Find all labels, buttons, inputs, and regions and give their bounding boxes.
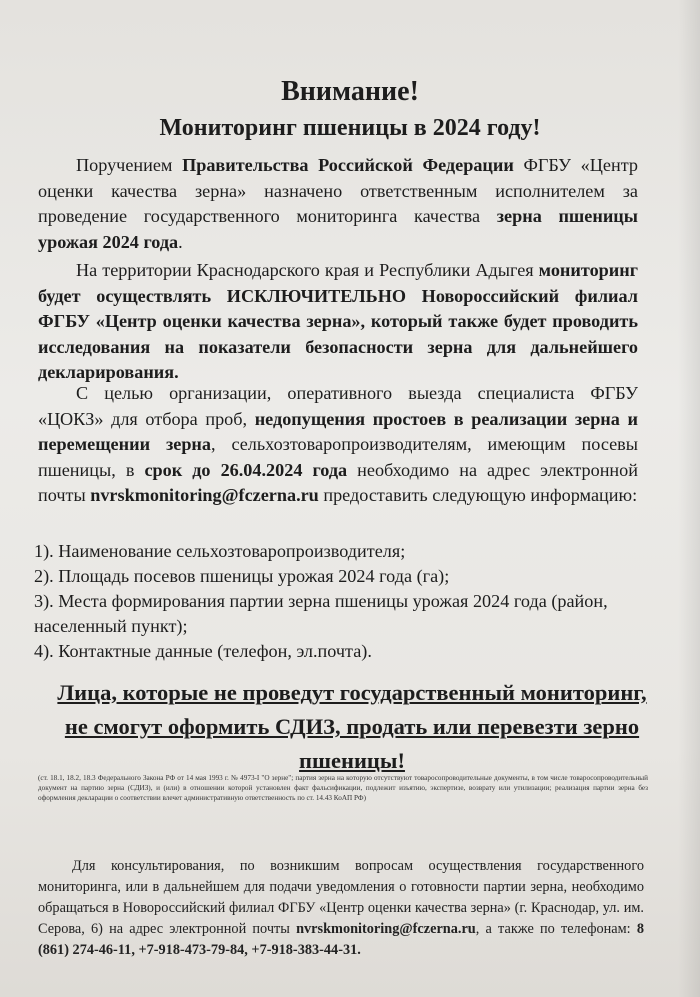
text: необходимо на адрес электронной почты bbox=[38, 459, 638, 505]
text-bold: мониторинг будет осуществлять ИСКЛЮЧИТЕЛЬНО Новороссийский филиал ФГБУ «Центр оценки качества зерна», который также будет проводить исследования на показатели безопасности зерна для дальнейшего декларирования. bbox=[38, 260, 638, 382]
text: Поручением bbox=[76, 155, 183, 175]
text: На территории Краснодарского края и Республики Адыгея bbox=[76, 260, 539, 280]
email-link[interactable]: nvrskmonitoring@fczerna.ru bbox=[296, 921, 476, 937]
list-item: 1). Наименование сельхозтоваропроизводителя; bbox=[34, 541, 406, 561]
required-info-list bbox=[34, 539, 644, 664]
text: Для консультирования, по возникшим вопросам осуществления государственного мониторинга, или в дальнейшем для подачи уведомления о готовности партии зерна, необходимо обращаться в Новороссийский филиал ФГБУ «Центр оценки качества зерна» (г. Краснодар, ул. им. Серова, 6) на адрес электронной почты bbox=[38, 858, 644, 937]
text: , сельхозтоваропроизводителям, имеющим посевы пшеницы, в bbox=[38, 434, 638, 480]
page-subtitle: Мониторинг пшеницы в 2024 году! bbox=[159, 115, 541, 141]
phone-numbers[interactable]: 8 (861) 274-46-11, +7-918-473-79-84, +7-918-383-44-31. bbox=[38, 921, 644, 958]
text: С целью организации, оперативного выезда специалиста ФГБУ «ЦОКЗ» для отбора проб, bbox=[38, 383, 638, 429]
list-item: 3). Места формирования партии зерна пшеницы урожая 2024 года (район, населенный пункт); bbox=[34, 591, 608, 636]
contact-info bbox=[38, 856, 644, 961]
paragraph-territory bbox=[38, 258, 638, 386]
email-link[interactable]: nvrskmonitoring@fczerna.ru bbox=[90, 485, 319, 505]
paragraph-request bbox=[38, 381, 638, 509]
paragraph-assignment bbox=[38, 153, 638, 255]
page-title: Внимание! bbox=[281, 76, 419, 107]
text: . bbox=[178, 231, 183, 252]
legal-footnote: (ст. 18.1, 18.2, 18.3 Федерального Закона РФ от 14 мая 1993 г. № 4973-I "О зерне"; партия зерна на которую отсутствуют товаросопроводительные документы, в том числе товаросопроводительный документ на партию зерна (СДИЗ), и (или) в отношении которой установлен факт фальсификации, подлежит изъятию, экспертизе, возврату или утилизации; реализация партии зерна без оформления декларации о соответствии влечет административную ответственность по ст. 14.43 КоАП РФ) bbox=[38, 774, 648, 803]
text-bold: недопущения простоев в реализации зерна и перемещении зерна bbox=[38, 408, 638, 454]
text-bold: зерна пшеницы урожая 2024 года bbox=[38, 206, 638, 252]
warning-notice: Лица, которые не проведут государственный мониторинг, не смогут оформить СДИЗ, продать или перевезти зерно пшеницы! bbox=[57, 680, 647, 773]
list-item: 2). Площадь посевов пшеницы урожая 2024 года (га); bbox=[34, 566, 450, 586]
text: , а также по телефонам: bbox=[475, 921, 637, 937]
text: предоставить следующую информацию: bbox=[318, 485, 638, 505]
text: ФГБУ «Центр оценки качества зерна» назначено ответственным исполнителем за проведение государственного мониторинга качества bbox=[38, 155, 638, 226]
text-bold: Правительства Российской Федерации bbox=[182, 155, 514, 175]
deadline: срок до 26.04.2024 года bbox=[144, 459, 348, 480]
list-item: 4). Контактные данные (телефон, эл.почта). bbox=[34, 641, 372, 661]
